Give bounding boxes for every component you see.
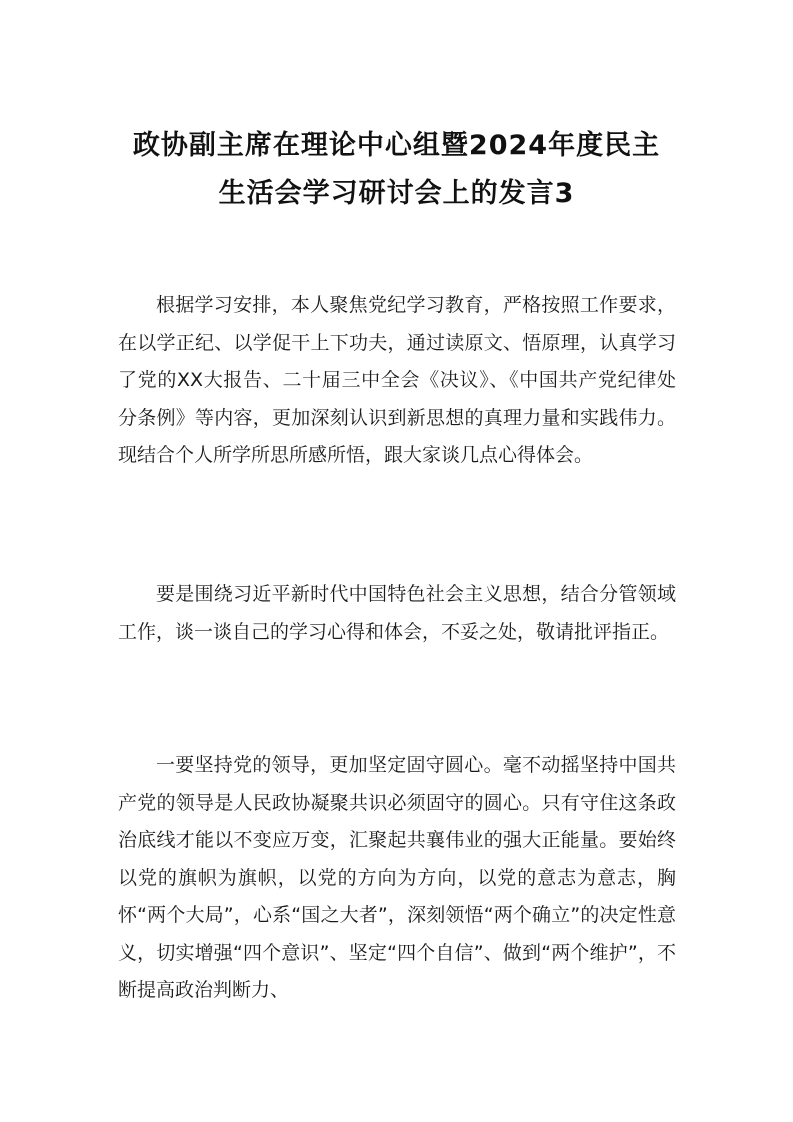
paragraph-point-one: 一要坚持党的领导，更加坚定固守圆心。毫不动摇坚持中国共产党的领导是人民政协凝聚共识必须固守的圆心。只有守住这条政治底线才能以不变应万变，汇聚起共襄伟业的强大正能量。要始终以党的旗帜为旗帜，以党的方向为方向，以党的意志为意志，胸怀“两个大局”，心系“国之大者”，深刻领悟“两个确立”的决定性意义，切实增强“四个意识”、坚定“四个自信”、做到“两个维护”，不断提高政治判断力、 (118, 754, 676, 1001)
title-line-2: 生活会学习研讨会上的发言3 (218, 178, 575, 209)
title-line-1: 政协副主席在理论中心组暨2024年度民主 (132, 130, 661, 161)
document-title (60, 122, 733, 218)
paragraph-purpose: 要是围绕习近平新时代中国特色社会主义思想，结合分管领域工作，谈一谈自己的学习心得和体会，不妥之处，敬请批评指正。 (118, 583, 676, 643)
paragraph-intro: 根据学习安排，本人聚焦党纪学习教育，严格按照工作要求，在以学正纪、以学促干上下功夫，通过读原文、悟原理，认真学习了党的XX大报告、二十届三中全会《决议》、《中国共产党纪律处分条例》等内容，更加深刻认识到新思想的真理力量和实践伟力。现结合个人所学所思所感所悟，跟大家谈几点心得体会。 (118, 294, 676, 466)
